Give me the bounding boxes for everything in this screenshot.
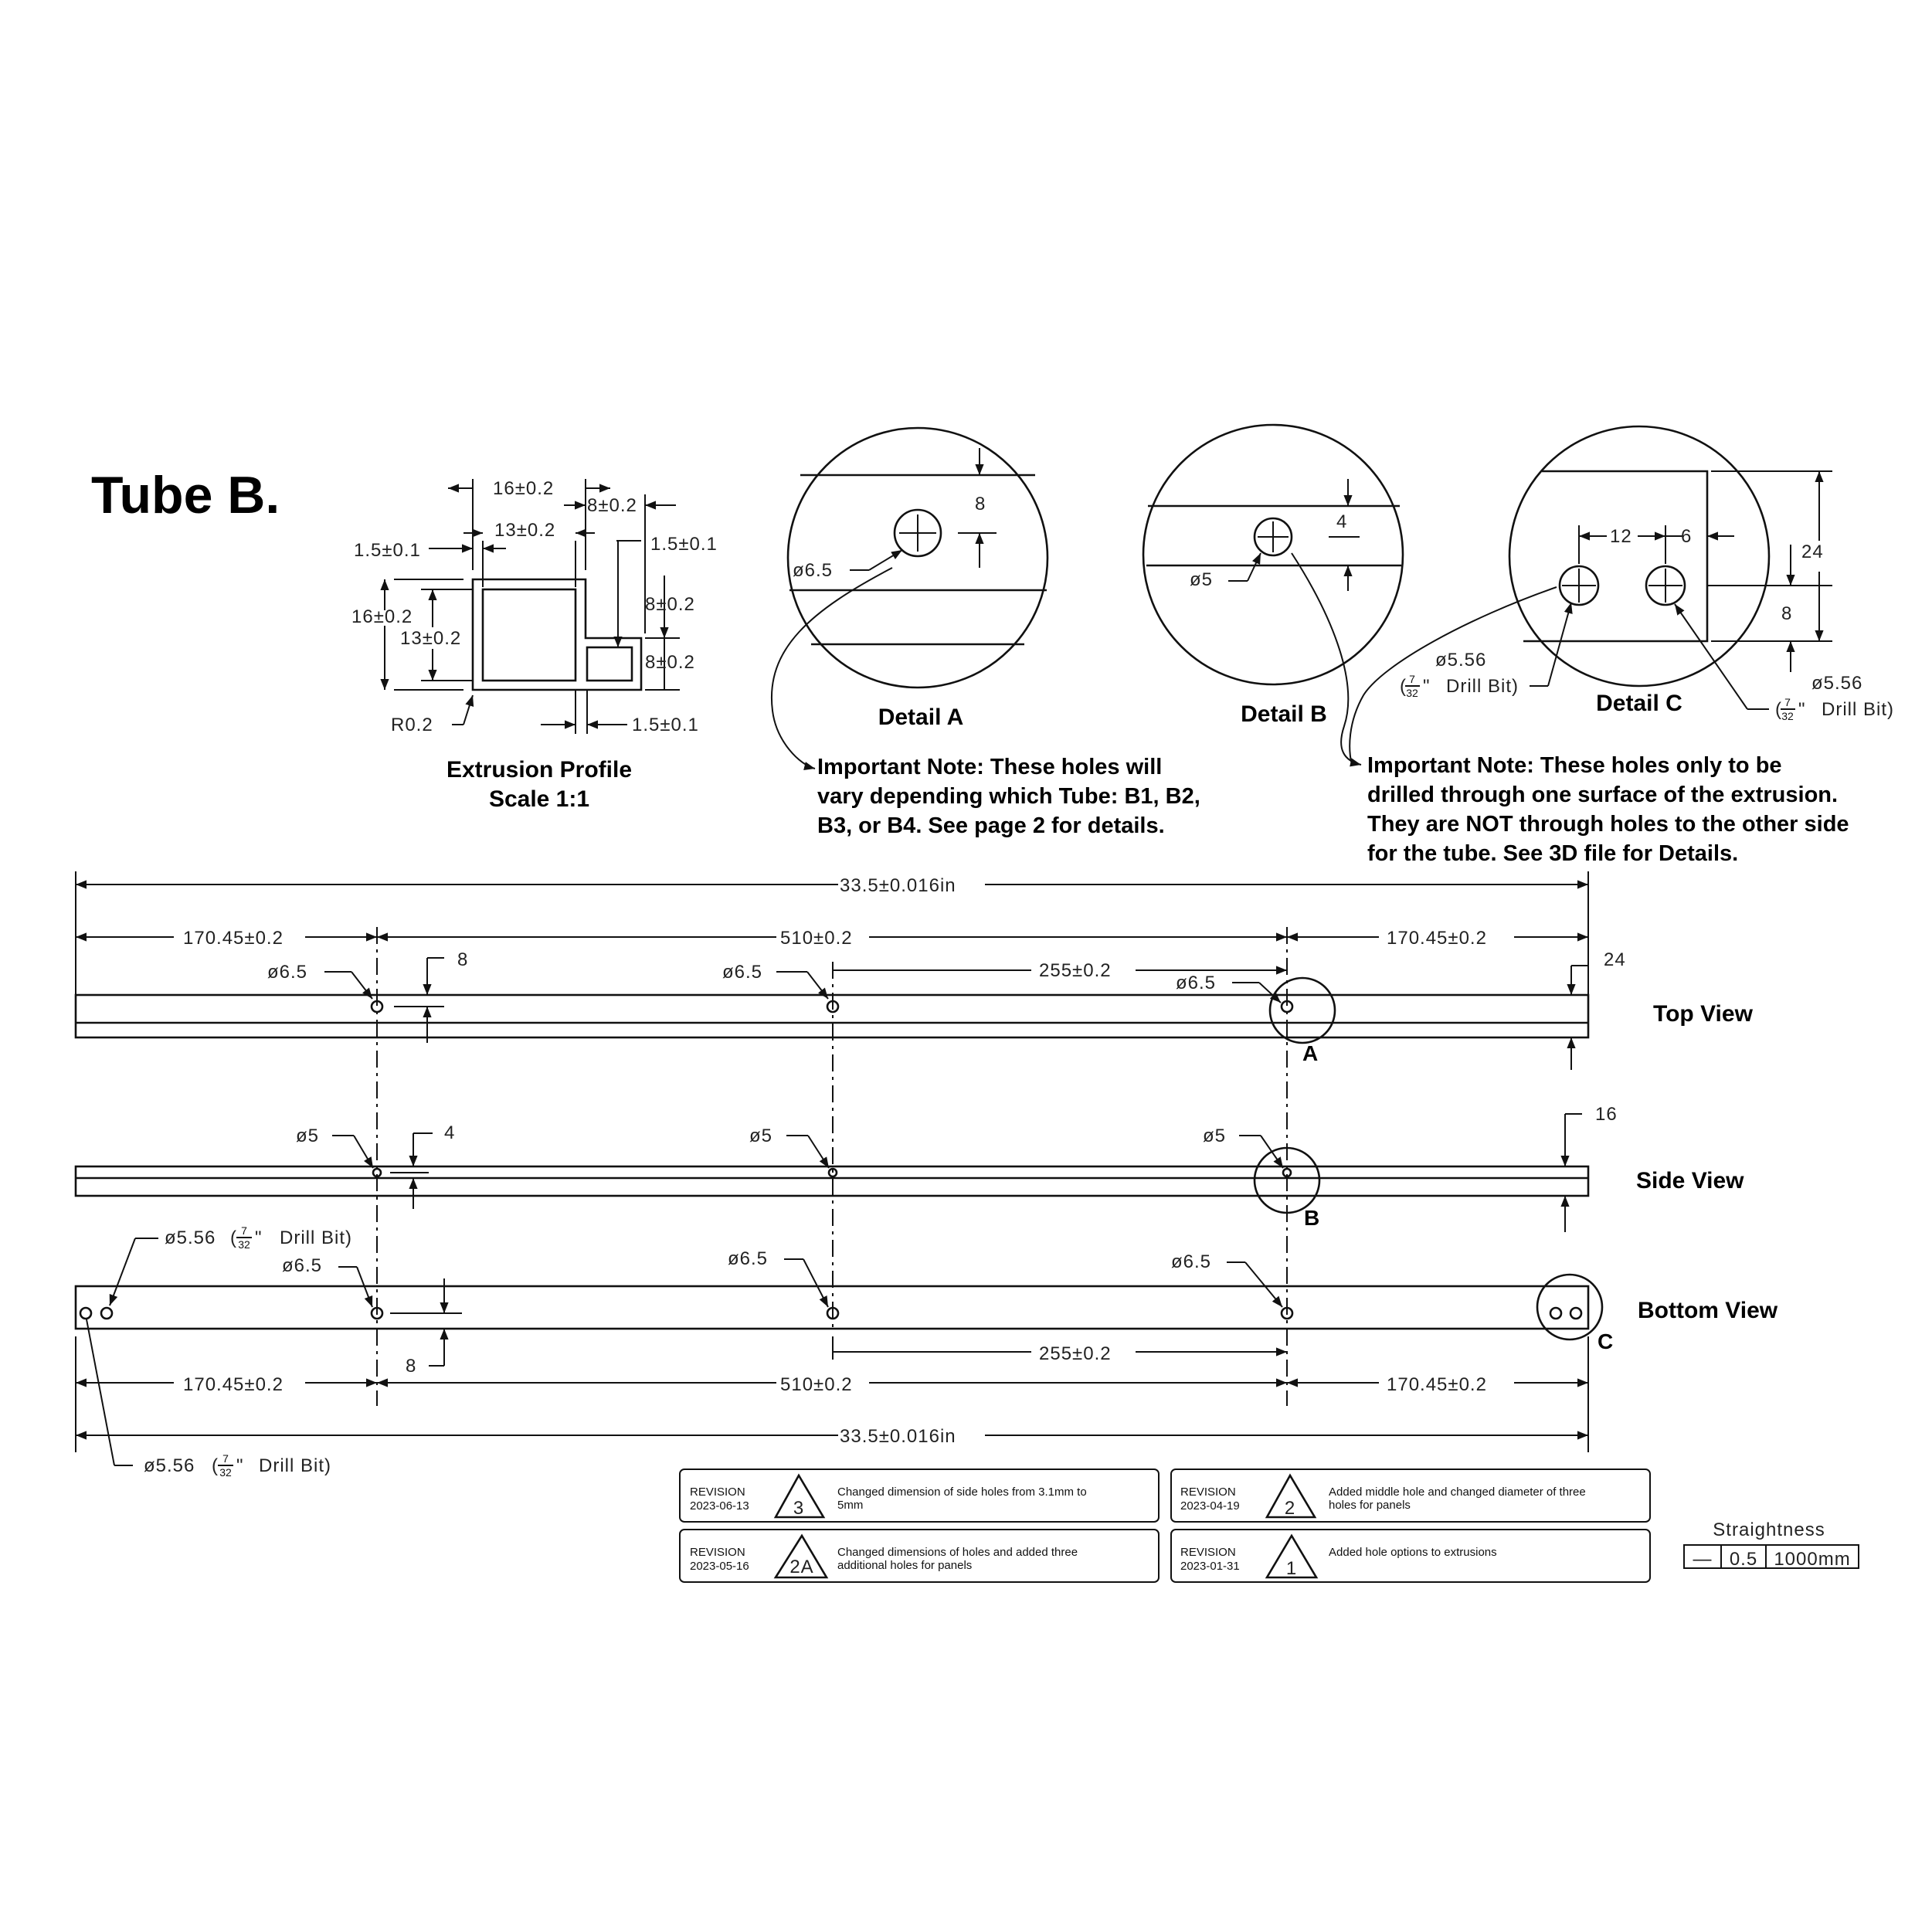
detail-c-dia-right: ø5.56 xyxy=(1811,673,1863,694)
bottom-view-hole-dia-3: ø6.5 xyxy=(1171,1251,1212,1272)
profile-scale: Scale 1:1 xyxy=(488,786,590,812)
svg-text:2A: 2A xyxy=(789,1557,814,1577)
svg-text:2023-04-19: 2023-04-19 xyxy=(1180,1499,1240,1513)
detail-c-label: Detail C xyxy=(1596,691,1682,716)
seg-mid-top: 510±0.2 xyxy=(780,928,853,949)
profile-dim-top-outer: 16±0.2 xyxy=(493,478,555,499)
profile-dim-wall-bottom: 1.5±0.1 xyxy=(632,715,699,735)
bottom-view xyxy=(76,1224,1778,1479)
side-view-hole-dia-2: ø5 xyxy=(749,1126,773,1146)
side-view-offset: 4 xyxy=(444,1122,456,1143)
profile-dim-wall-left: 1.5±0.1 xyxy=(354,540,421,561)
detail-c-edge: 6 xyxy=(1681,526,1693,547)
svg-text:7: 7 xyxy=(222,1452,229,1465)
bottom-view-label: Bottom View xyxy=(1638,1298,1778,1323)
revision-2 xyxy=(1171,1469,1650,1522)
svg-text:(: ( xyxy=(1775,699,1782,720)
svg-text:REVISION: REVISION xyxy=(690,1546,745,1559)
revision-2a xyxy=(680,1530,1159,1582)
detail-a-dia: ø6.5 xyxy=(793,560,834,581)
svg-text:7: 7 xyxy=(1784,696,1791,708)
svg-text:2023-06-13: 2023-06-13 xyxy=(690,1499,749,1513)
revision-3 xyxy=(680,1469,1159,1522)
top-view-detail-letter: A xyxy=(1302,1041,1319,1065)
svg-text:Changed dimensions of holes an: Changed dimensions of holes and added three xyxy=(837,1546,1078,1559)
note-b xyxy=(1367,753,1849,866)
top-view-height: 24 xyxy=(1604,949,1626,970)
seg-left-bottom: 170.45±0.2 xyxy=(183,1374,284,1395)
side-view-detail-letter: B xyxy=(1304,1206,1320,1230)
svg-text:Important Note: These holes wi: Important Note: These holes will xyxy=(817,755,1163,779)
detail-a xyxy=(772,428,1047,769)
seg-right-top: 170.45±0.2 xyxy=(1387,928,1487,949)
detail-c-spacing: 12 xyxy=(1610,526,1632,547)
sheet-title: Tube B. xyxy=(91,466,280,525)
detail-c-drill-right: Drill Bit) xyxy=(1822,699,1894,720)
svg-text:Added middle hole and changed: Added middle hole and changed diameter of three xyxy=(1329,1486,1586,1499)
svg-text:additional holes for panels: additional holes for panels xyxy=(837,1559,973,1572)
svg-text:Changed dimension of side hole: Changed dimension of side holes from 3.1mm to xyxy=(837,1486,1087,1499)
svg-text:": " xyxy=(1423,676,1431,697)
svg-text:7: 7 xyxy=(241,1224,247,1237)
bottom-view-offset: 8 xyxy=(406,1356,417,1377)
straightness-symbol: — xyxy=(1693,1549,1713,1570)
detail-b-dim: 4 xyxy=(1336,511,1348,532)
detail-b-label: Detail B xyxy=(1241,701,1327,727)
profile-dim-height-outer: 16±0.2 xyxy=(351,606,413,627)
side-view-hole-dia-1: ø5 xyxy=(296,1126,320,1146)
side-view-height: 16 xyxy=(1595,1104,1618,1125)
svg-text:REVISION: REVISION xyxy=(690,1486,745,1499)
svg-text:Added hole options to extrusio: Added hole options to extrusions xyxy=(1329,1546,1497,1559)
top-view xyxy=(76,949,1754,1070)
profile-dim-height-inner: 13±0.2 xyxy=(400,628,462,649)
profile-caption: Extrusion Profile xyxy=(446,757,633,783)
svg-text:7: 7 xyxy=(1409,673,1415,685)
svg-text:2023-01-31: 2023-01-31 xyxy=(1180,1560,1240,1573)
bottom-view-detail-letter: C xyxy=(1598,1329,1614,1353)
svg-text:2023-05-16: 2023-05-16 xyxy=(690,1560,749,1573)
top-view-hole-dia-2: ø6.5 xyxy=(722,962,763,983)
detail-b xyxy=(1143,425,1403,765)
svg-text:REVISION: REVISION xyxy=(1180,1486,1236,1499)
detail-a-label: Detail A xyxy=(878,705,964,730)
bottom-view-drill-bottom: Drill Bit) xyxy=(259,1455,331,1476)
straightness-length: 1000mm xyxy=(1774,1549,1851,1570)
svg-text:B3, or B4. See page 2 for deta: B3, or B4. See page 2 for details. xyxy=(817,813,1165,838)
detail-c-dia-left: ø5.56 xyxy=(1435,650,1487,671)
side-view xyxy=(76,1104,1744,1232)
profile-dim-top-small: 8±0.2 xyxy=(587,495,637,516)
svg-text:32: 32 xyxy=(1781,710,1794,722)
bottom-view-drill-top: Drill Bit) xyxy=(280,1227,352,1248)
straightness-label: Straightness xyxy=(1713,1519,1825,1540)
svg-text:Important Note: These holes on: Important Note: These holes only to be xyxy=(1367,753,1782,778)
svg-text:They are NOT through holes to: They are NOT through holes to the other side xyxy=(1367,812,1849,837)
svg-text:": " xyxy=(1798,699,1806,720)
side-view-hole-dia-3: ø5 xyxy=(1203,1126,1227,1146)
seg-half-bottom: 255±0.2 xyxy=(1039,1343,1112,1364)
straightness-value: 0.5 xyxy=(1729,1549,1758,1570)
side-view-label: Side View xyxy=(1636,1168,1744,1193)
profile-dim-right-upper: 8±0.2 xyxy=(645,594,695,615)
svg-text:32: 32 xyxy=(238,1238,250,1251)
top-view-hole-dia-3: ø6.5 xyxy=(1176,973,1217,993)
svg-text:(: ( xyxy=(1400,676,1407,697)
detail-c-height: 24 xyxy=(1801,542,1824,562)
bottom-view-hole-dia-1: ø6.5 xyxy=(282,1255,323,1276)
svg-text:(: ( xyxy=(212,1455,219,1476)
revision-block xyxy=(680,1469,1650,1582)
svg-text:2: 2 xyxy=(1284,1498,1296,1519)
profile-dim-wall-right: 1.5±0.1 xyxy=(650,534,718,555)
detail-c-offset: 8 xyxy=(1781,603,1793,624)
extrusion-profile xyxy=(351,478,718,812)
detail-b-dia: ø5 xyxy=(1190,569,1214,590)
svg-text:": " xyxy=(255,1227,263,1248)
seg-right-bottom: 170.45±0.2 xyxy=(1387,1374,1487,1395)
svg-text:1: 1 xyxy=(1285,1558,1298,1579)
svg-text:3: 3 xyxy=(793,1498,805,1519)
note-a xyxy=(817,755,1200,838)
top-view-label: Top View xyxy=(1653,1001,1753,1027)
profile-dim-right-lower: 8±0.2 xyxy=(645,652,695,673)
detail-c-drill-left: Drill Bit) xyxy=(1446,676,1519,697)
bottom-view-end-hole-top: ø5.56 xyxy=(165,1227,216,1248)
seg-mid-bottom: 510±0.2 xyxy=(780,1374,853,1395)
top-view-hole-dia-1: ø6.5 xyxy=(267,962,308,983)
detail-c xyxy=(1350,426,1894,765)
revision-1 xyxy=(1171,1530,1650,1582)
top-view-offset: 8 xyxy=(457,949,469,970)
profile-dim-top-inner: 13±0.2 xyxy=(494,520,556,541)
bottom-view-hole-dia-2: ø6.5 xyxy=(728,1248,769,1269)
svg-text:": " xyxy=(236,1455,244,1476)
profile-radius: R0.2 xyxy=(391,715,433,735)
straightness-callout xyxy=(1684,1519,1859,1570)
seg-left-top: 170.45±0.2 xyxy=(183,928,284,949)
seg-half-top: 255±0.2 xyxy=(1039,960,1112,981)
overall-length-top: 33.5±0.016in xyxy=(840,875,956,896)
svg-text:(: ( xyxy=(230,1227,237,1248)
detail-a-dim: 8 xyxy=(975,494,986,514)
overall-length-bottom: 33.5±0.016in xyxy=(840,1426,956,1447)
svg-text:REVISION: REVISION xyxy=(1180,1546,1236,1559)
bottom-view-end-hole-bottom: ø5.56 xyxy=(144,1455,195,1476)
svg-text:32: 32 xyxy=(1406,687,1418,699)
svg-text:32: 32 xyxy=(219,1466,232,1479)
svg-text:for the tube. See 3D file for: for the tube. See 3D file for Details. xyxy=(1367,841,1739,866)
svg-text:vary depending which Tube: B1,: vary depending which Tube: B1, B2, xyxy=(817,784,1200,809)
svg-text:drilled through one surface of: drilled through one surface of the extrusion. xyxy=(1367,783,1839,807)
svg-text:holes for panels: holes for panels xyxy=(1329,1499,1411,1512)
svg-text:5mm: 5mm xyxy=(837,1499,864,1512)
